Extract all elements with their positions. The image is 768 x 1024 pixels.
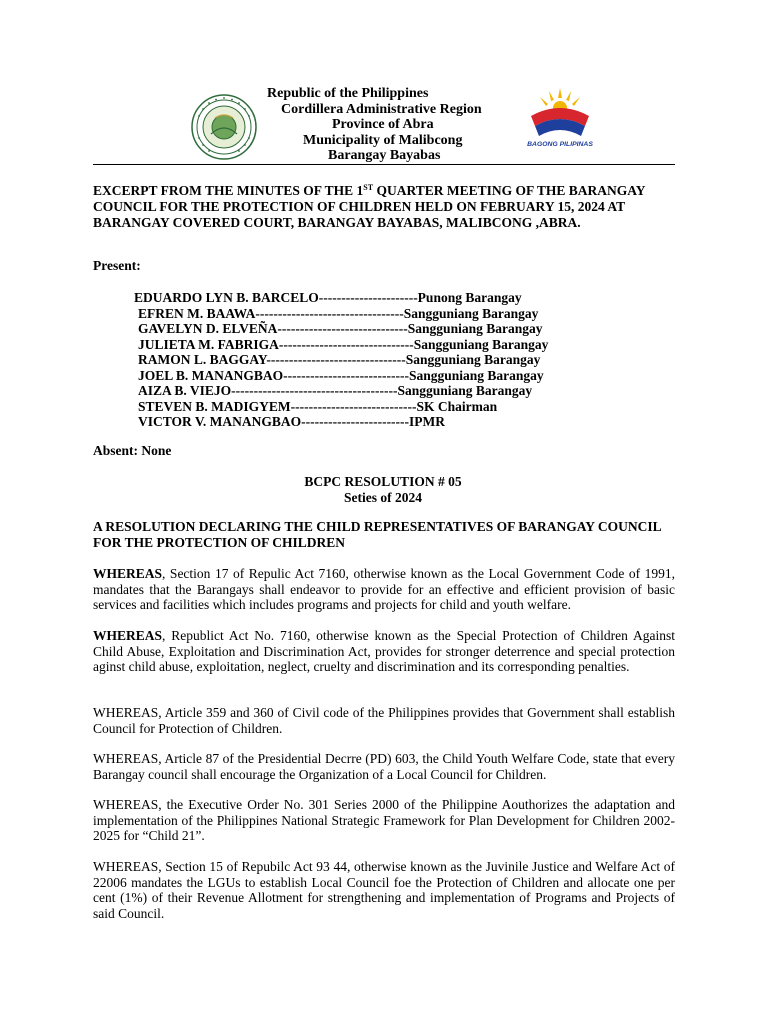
header-line-region: Cordillera Administrative Region [281,101,482,117]
whereas-paragraph [93,705,675,736]
present-label: Present: [93,258,141,273]
header-line-province: Province of Abra [332,117,434,132]
whereas-paragraph [93,797,675,844]
resolution-number: BCPC RESOLUTION # 05 [304,474,462,489]
member-line: VICTOR V. MANANGBAO------------------------IPMR [138,414,446,429]
member-line: GAVELYN D. ELVEÑA-----------------------------Sangguniang Barangay [138,321,543,336]
excerpt-title-part2: QUARTER MEETING OF THE BARANGAY COUNCIL FOR THE PROTECTION OF CHILDREN HELD ON FEBRUARY 15, 2024 AT BARANGAY COVERED COURT, BARANGAY BAYABAS, MALIBCONG ,ABRA. [93,183,646,230]
excerpt-ordinal-suffix: ST [363,183,374,192]
whereas-text: WHEREAS, Section 15 of Repubilc Act 93 44, otherwise known as the Juvinile Justice and Welfare Act of 22006 mandates the LGUs to establish Local Council foe the Protection of Children and allocate one per cent (1%) of their Revenue Allotment for strengthening and implementation of Programs and Projects of said Council. [93,859,675,921]
resolution-series: Seties of 2024 [344,490,422,505]
whereas-paragraph [93,859,675,921]
bagong-pilipinas-logo-text: BAGONG PILIPINAS [527,141,593,148]
member-line: JULIETA M. FABRIGA------------------------------Sangguniang Barangay [138,336,549,352]
resolution-heading: A RESOLUTION DECLARING THE CHILD REPRESENTATIVES OF BARANGAY COUNCIL FOR THE PROTECTION OF CHILDREN [93,519,661,550]
member-line: AIZA B. VIEJO-------------------------------------Sangguniang Barangay [138,383,533,398]
whereas-lead: WHEREAS [93,566,163,581]
whereas-text: , Republict Act No. 7160, otherwise known as the Special Protection of Children Against Child Abuse, Exploitation and Discrimination Act, provides for stronger deterrence and special protection aginst child abuse, exploitation, neglect, cruelty and discrimination and its corresponding penalties. [93,628,675,674]
member-line: EFREN M. BAAWA---------------------------------Sangguniang Barangay [138,305,539,321]
header-line-country: Republic of the Philippines [267,86,429,101]
barangay-seal-logo [191,94,257,160]
whereas-text: , Section 17 of Repulic Act 7160, otherwise known as the Local Government Code of 1991, mandates that the Barangays shall endeavor to provide for an effective and efficient provision of basic services and facilities which includes programs and projects for child and youth welfare. [93,566,675,612]
members-list [134,290,548,430]
letterhead [255,86,515,164]
member-line: JOEL B. MANANGBAO----------------------------Sangguniang Barangay [138,367,544,383]
header-line-municipality: Municipality of Malibcong [303,132,463,148]
member-line: EDUARDO LYN B. BARCELO----------------------Punong Barangay [134,290,522,305]
whereas-paragraph [93,566,675,613]
whereas-text: WHEREAS, Article 359 and 360 of Civil code of the Philippines provides that Government shall establish Council for Protection of Children. [93,705,675,736]
excerpt-title [93,180,675,231]
absent-line: Absent: None [93,443,172,458]
whereas-paragraph [93,751,675,782]
whereas-lead: WHEREAS [93,628,163,643]
whereas-text: WHEREAS, the Executive Order No. 301 Series 2000 of the Philippine Aouthorizes the adaptation and implementation of the Philippines National Strategic Framework for Plan Development for Children 2002-2025 for “Child 21”. [93,797,675,843]
whereas-text: WHEREAS, Article 87 of the Presidential Decrre (PD) 603, the Child Youth Welfare Code, state that every Barangay council shall encourage the Organization of a Local Council for Children. [93,751,675,782]
whereas-paragraph [93,628,675,675]
bagong-pilipinas-logo [525,86,595,150]
header-line-barangay: Barangay Bayabas [328,148,441,163]
header-divider [93,164,675,165]
member-line: STEVEN B. MADIGYEM----------------------------SK Chairman [138,398,498,414]
member-line: RAMON L. BAGGAY-------------------------------Sangguniang Barangay [138,352,541,367]
excerpt-title-part1: EXCERPT FROM THE MINUTES OF THE 1 [93,183,364,198]
resolution-title-block [0,474,768,506]
